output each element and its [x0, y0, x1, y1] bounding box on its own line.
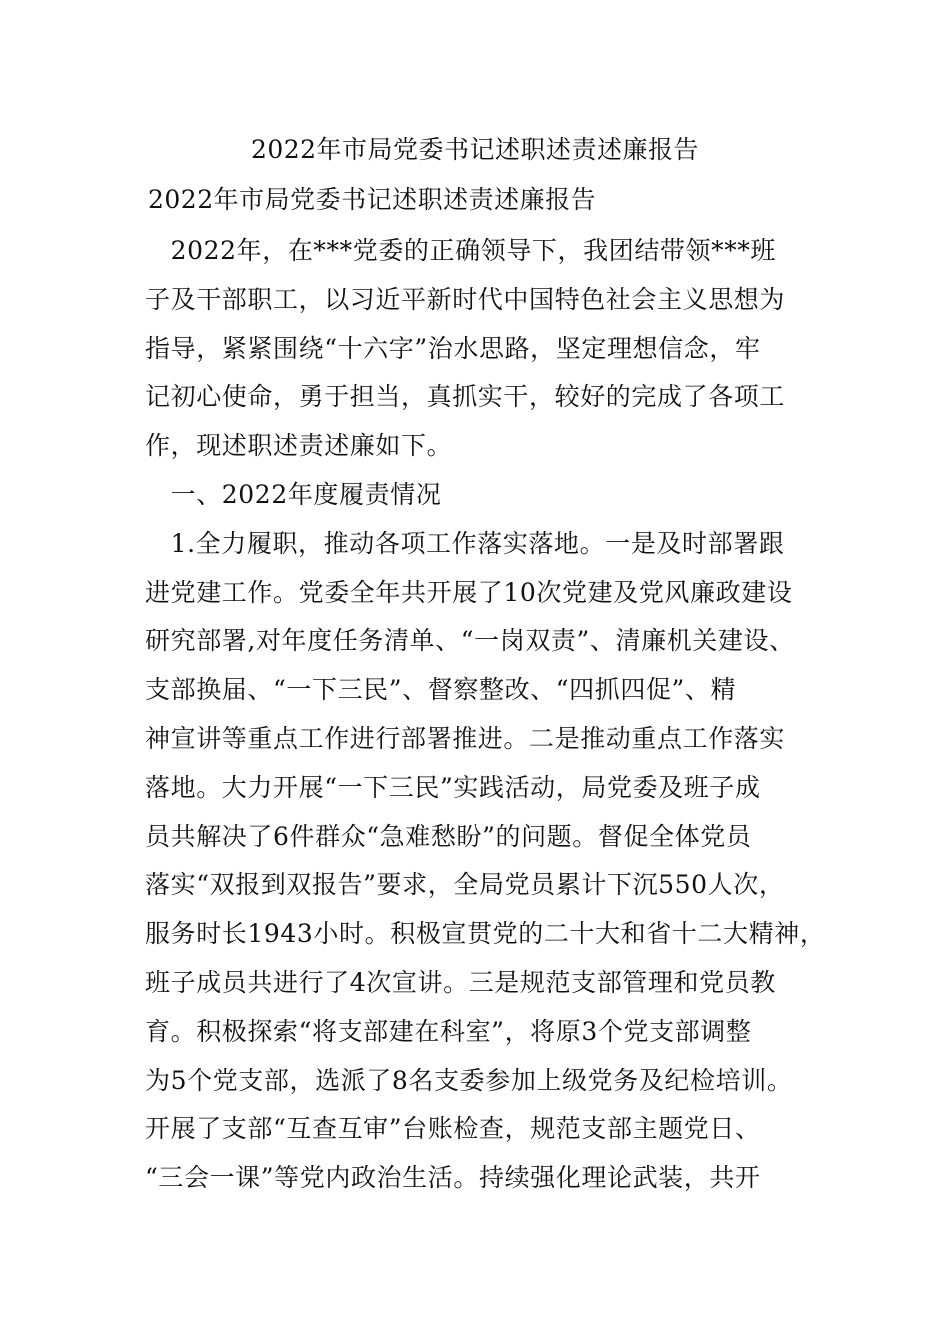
body-line: 子及干部职工，以习近平新时代中国特色社会主义思想为 — [145, 284, 786, 314]
section-heading: 一、2022年度履责情况 — [145, 479, 442, 509]
body-line: 开展了支部“互查互审”台账检查，规范支部主题党日、 — [145, 1114, 761, 1144]
body-line: 2022年，在***党委的正确领导下，我团结带领***班 — [145, 236, 777, 265]
body-line: 记初心使命，勇于担当，真抓实干，较好的完成了各项工 — [145, 382, 786, 412]
body-line: 服务时长1943小时。积极宣贯党的二十大和省十二大精神， — [145, 919, 826, 949]
document-body — [145, 227, 826, 1203]
body-line: 研究部署,对年度任务清单、“一岗双责”、清廉机关建设、 — [145, 626, 795, 656]
body-line: 为5个党支部，选派了8名支委参加上级党务及纪检培训。 — [145, 1065, 793, 1095]
body-line: 支部换届、“一下三民”、督察整改、“四抓四促”、精 — [145, 675, 737, 705]
body-line: 指导，紧紧围绕“十六字”治水思路，坚定理想信念，牢 — [145, 333, 761, 363]
body-line: 育。积极探索“将支部建在科室”，将原3个党支部调整 — [145, 1016, 752, 1046]
body-line: 神宣讲等重点工作进行部署推进。二是推动重点工作落实 — [145, 723, 786, 753]
body-line: “三会一课”等党内政治生活。持续强化理论武装，共开 — [145, 1163, 761, 1193]
body-line: 进党建工作。党委全年共开展了10次党建及党风廉政建设 — [145, 577, 793, 607]
body-line: 1.全力履职，推动各项工作落实落地。一是及时部署跟 — [145, 528, 785, 558]
document-title: 2022年市局党委书记述职述责述廉报告 — [250, 135, 700, 164]
body-line: 班子成员共进行了4次宣讲。三是规范支部管理和党员教 — [145, 967, 776, 997]
body-line: 落地。大力开展“一下三民”实践活动，局党委及班子成 — [145, 772, 761, 802]
document-subtitle: 2022年市局党委书记述职述责述廉报告 — [148, 185, 597, 214]
body-line: 作，现述职述责述廉如下。 — [145, 431, 453, 461]
body-line: 落实“双报到双报告”要求，全局党员累计下沉550人次， — [145, 870, 785, 900]
body-line: 员共解决了6件群众“急难愁盼”的问题。督促全体党员 — [145, 821, 752, 851]
